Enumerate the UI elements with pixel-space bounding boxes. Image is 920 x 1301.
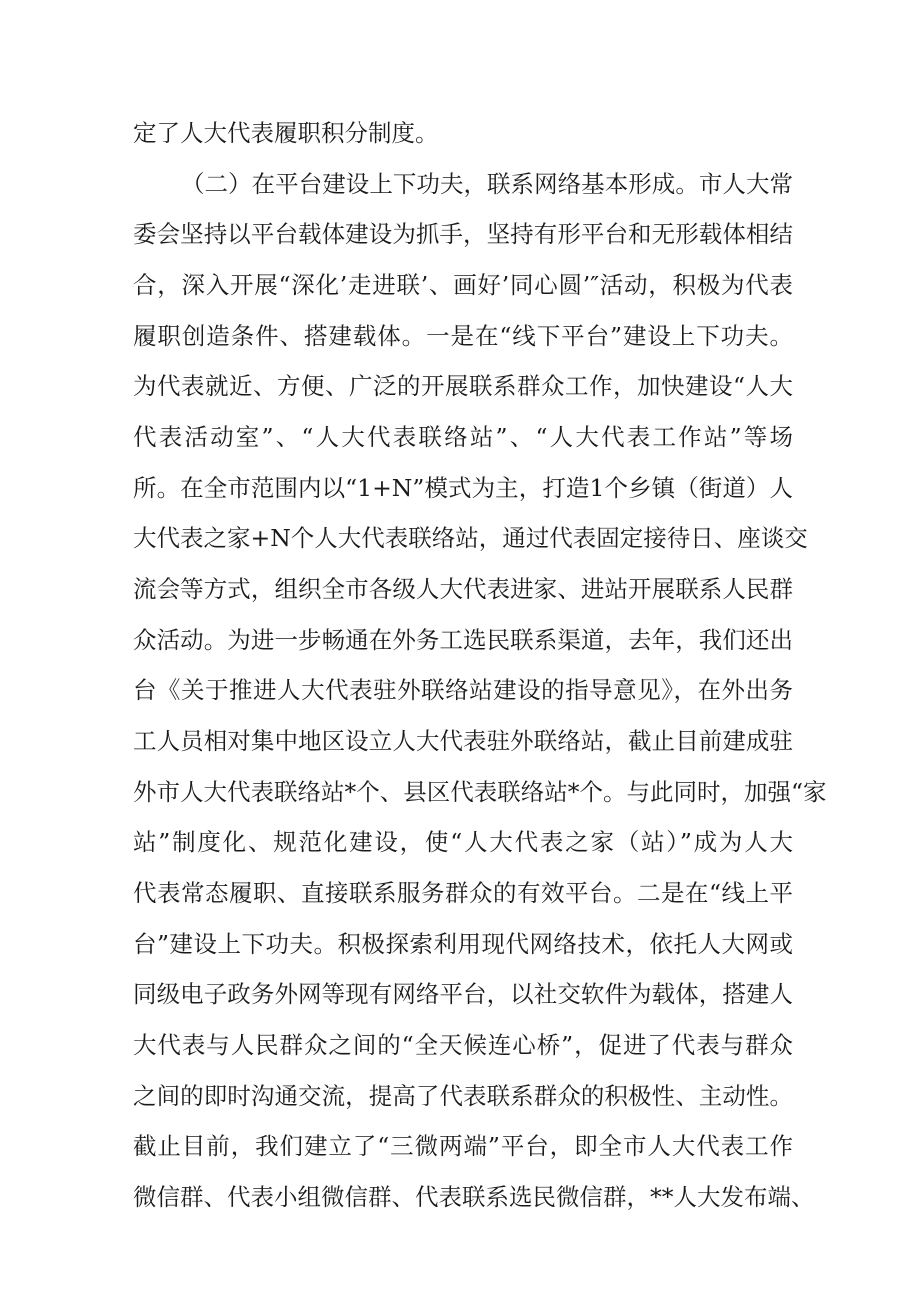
text-line: 代表常态履职、直接联系服务群众的有效平台。二是在“线上平 (133, 879, 793, 907)
text-line: 大代表与人民群众之间的“全天候连心桥”，促进了代表与群众 (133, 1031, 793, 1059)
text-line: （二）在平台建设上下功夫，联系网络基本形成。市人大常 (181, 170, 793, 198)
text-line: 之间的即时沟通交流，提高了代表联系群众的积极性、主动性。 (133, 1082, 793, 1110)
text-line: 委会坚持以平台载体建设为抓手，坚持有形平台和无形载体相结 (133, 220, 793, 248)
text-line: 众活动。为进一步畅通在外务工选民联系渠道，去年，我们还出 (133, 626, 793, 654)
text-line: 台”建设上下功夫。积极探索利用现代网络技术，依托人大网或 (133, 930, 793, 958)
text-line: 大代表之家+N个人大代表联络站，通过代表固定接待日、座谈交 (133, 524, 808, 552)
text-line: 外市人大代表联络站*个、县区代表联络站*个。与此同时，加强“家 (133, 778, 827, 806)
text-line: 流会等方式，组织全市各级人大代表进家、进站开展联系人民群 (133, 575, 793, 603)
text-line: 合，深入开展“深化’走进联’、画好’同心圆’″活动，积极为代表 (133, 271, 793, 299)
text-line: 代表活动室”、“人大代表联络站”、“人大代表工作站”等场 (133, 423, 793, 451)
text-line: 同级电子政务外网等现有网络平台，以社交软件为载体，搭建人 (133, 980, 793, 1008)
text-line: 台《关于推进人大代表驻外联络站建设的指导意见》，在外出务 (133, 676, 793, 704)
text-line: 所。在全市范围内以“1+N”模式为主，打造1个乡镇（街道）人 (133, 474, 793, 502)
text-line: 截止目前，我们建立了“三微两端”平台，即全市人大代表工作 (133, 1132, 793, 1160)
text-line: 定了人大代表履职积分制度。 (133, 119, 439, 147)
text-line: 工人员相对集中地区设立人大代表驻外联络站，截止目前建成驻 (133, 727, 793, 755)
text-line: 为代表就近、方便、广泛的开展联系群众工作，加快建设“人大 (133, 372, 793, 400)
text-line: 站”制度化、规范化建设，使“人大代表之家（站）”成为人大 (133, 828, 793, 856)
text-line: 微信群、代表小组微信群、代表联系选民微信群，**人大发布端、 (133, 1183, 815, 1211)
text-line: 履职创造条件、搭建载体。一是在“线下平台”建设上下功夫。 (133, 322, 793, 350)
